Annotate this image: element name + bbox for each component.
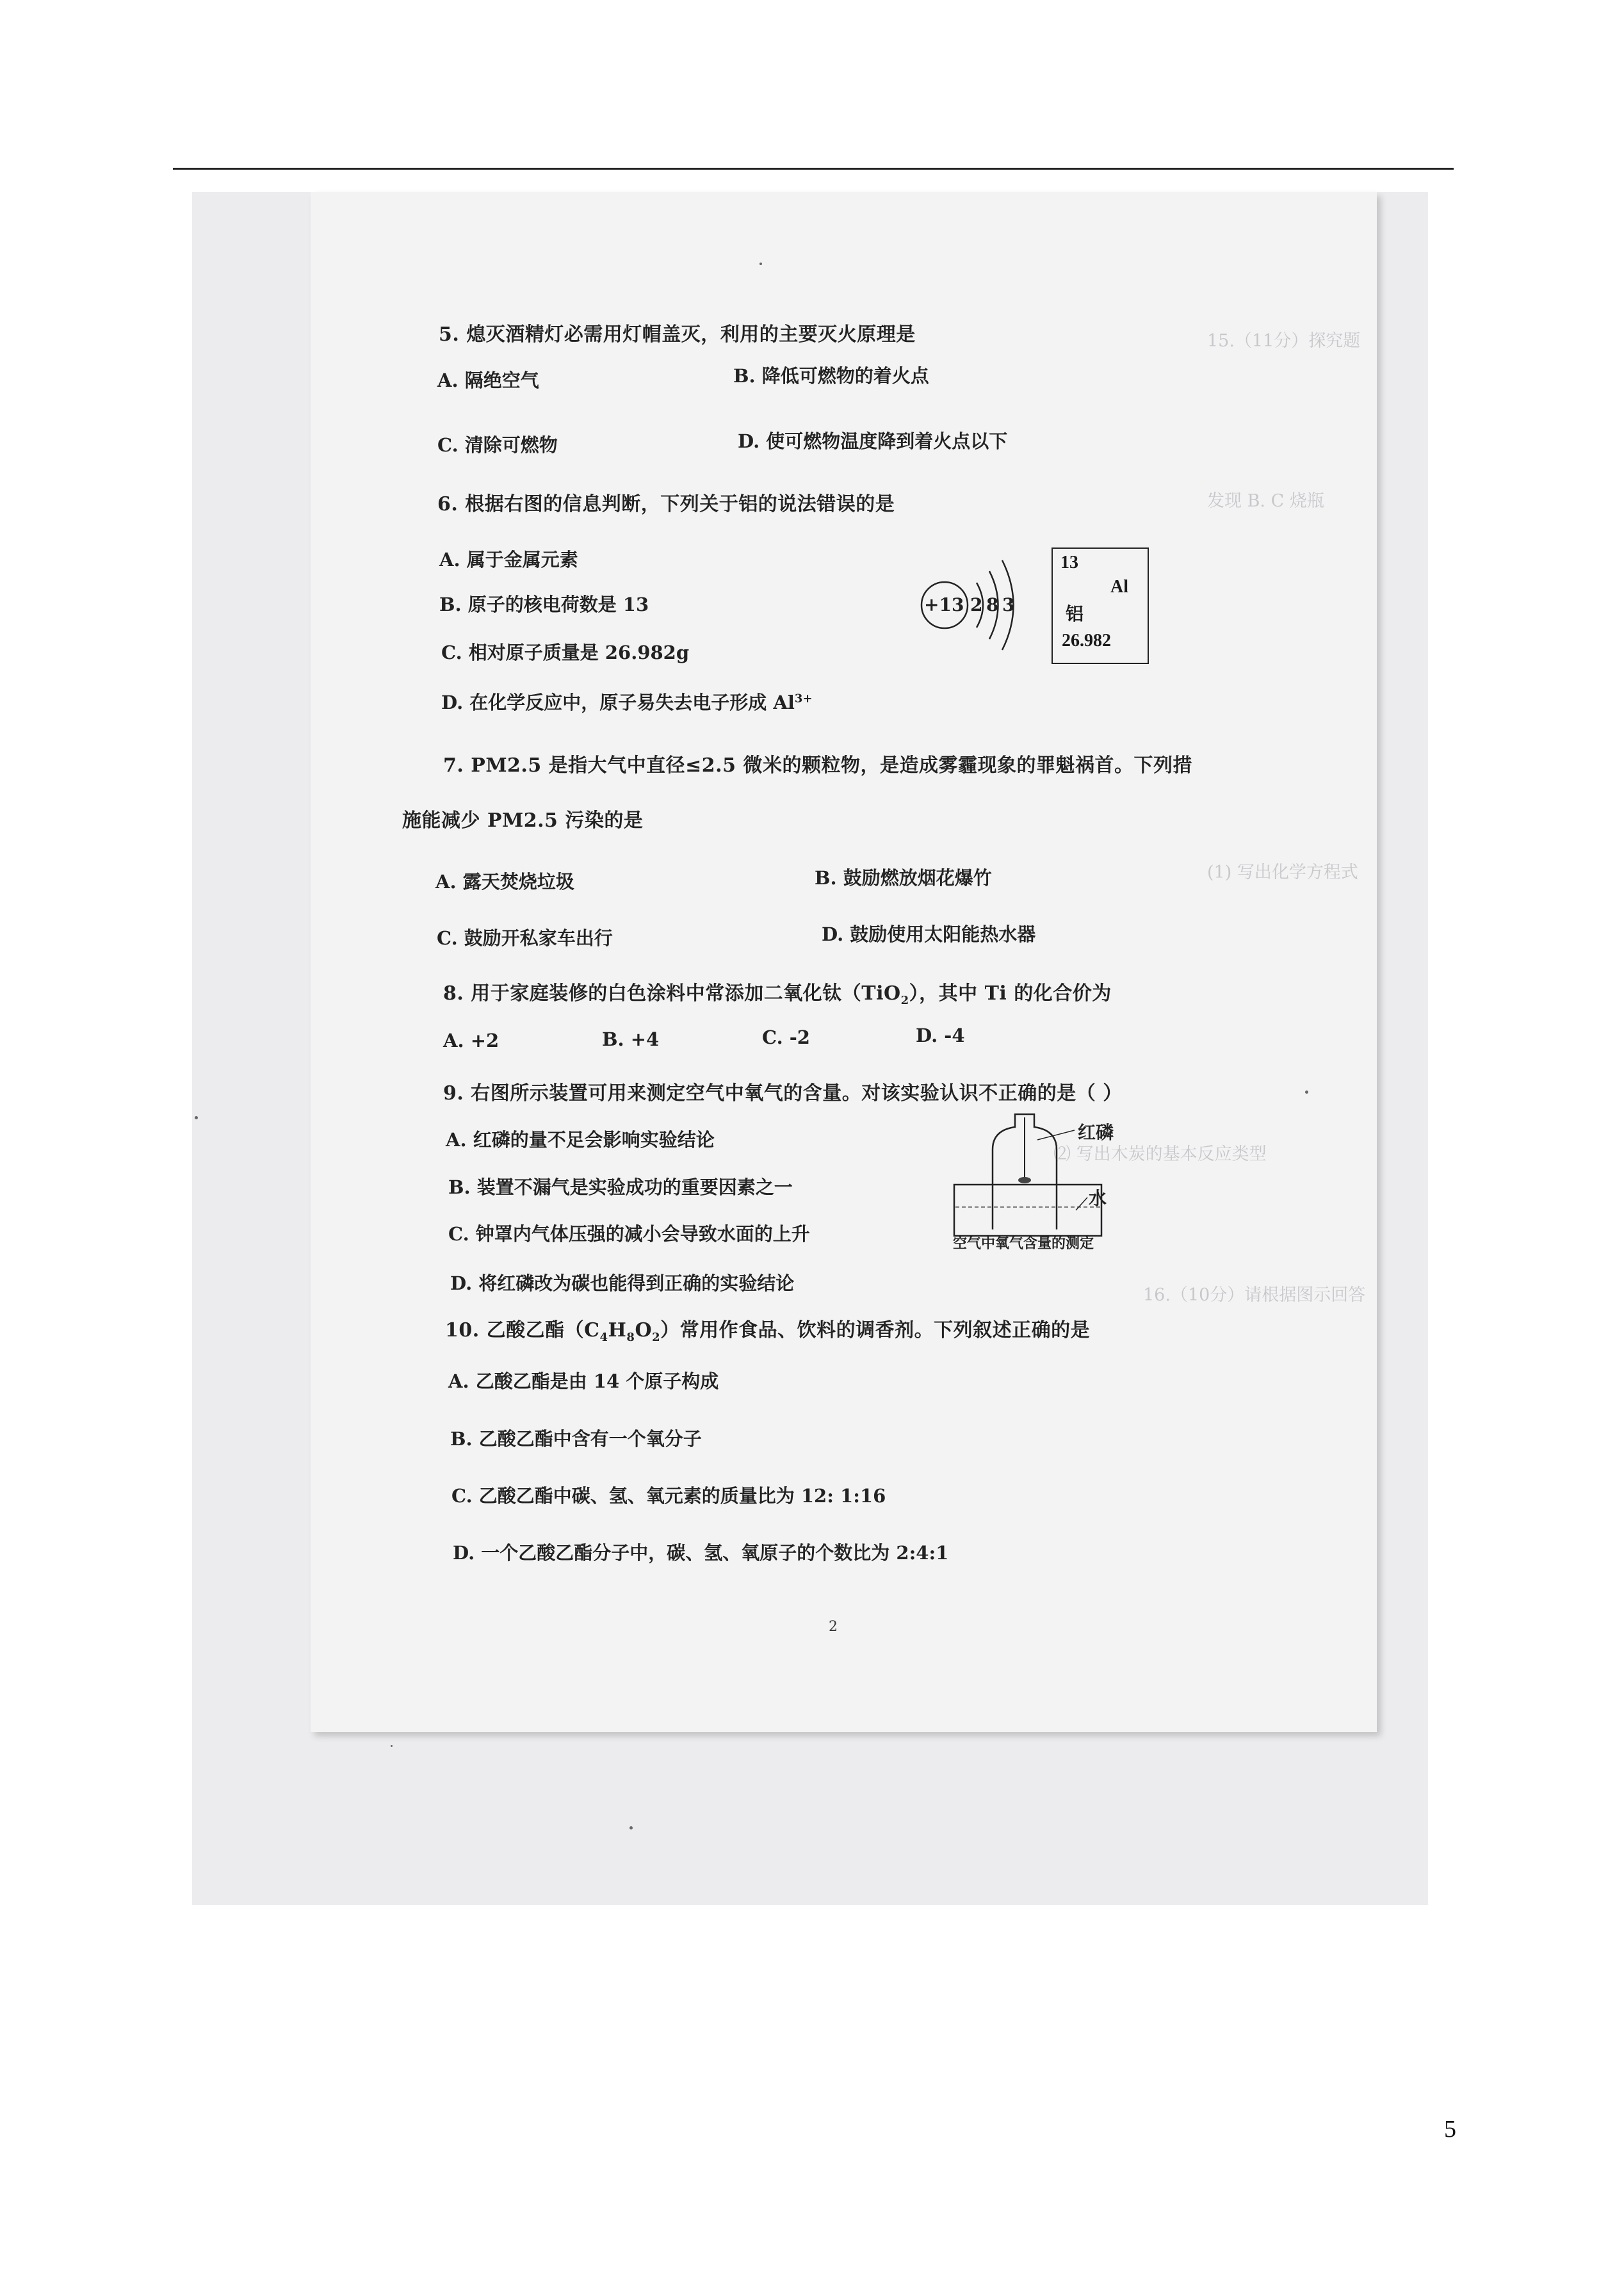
shell-3-electrons: 3 bbox=[1002, 594, 1015, 615]
q7-option-d: D. 鼓励使用太阳能热水器 bbox=[822, 923, 1036, 945]
question-5-stem: 5. 熄灭酒精灯必需用灯帽盖灭，利用的主要灭火原理是 bbox=[439, 323, 916, 346]
q8-option-d: D. -4 bbox=[916, 1025, 965, 1046]
header-rule bbox=[173, 168, 1454, 170]
page-number: 5 bbox=[1444, 2116, 1456, 2143]
q10-option-c: C. 乙酸乙酯中碳、氢、氧元素的质量比为 12: 1:16 bbox=[451, 1485, 886, 1507]
q9-option-d: D. 将红磷改为碳也能得到正确的实验结论 bbox=[450, 1272, 795, 1294]
bleed-through: 发现 B. C 烧瓶 bbox=[1207, 491, 1324, 511]
question-9-stem: 9. 右图所示装置可用来测定空气中氧气的含量。对该实验认识不正确的是（ ） bbox=[443, 1082, 1123, 1105]
question-7-stem-line2: 施能减少 PM2.5 污染的是 bbox=[402, 809, 644, 832]
q5-option-d: D. 使可燃物温度降到着火点以下 bbox=[738, 430, 1008, 452]
q9-option-b: B. 装置不漏气是实验成功的重要因素之一 bbox=[448, 1176, 793, 1198]
q8-option-c: C. -2 bbox=[762, 1026, 810, 1048]
label-red-phosphorus: 红磷 bbox=[1078, 1122, 1114, 1143]
question-6-stem: 6. 根据右图的信息判断，下列关于铝的说法错误的是 bbox=[437, 493, 895, 515]
q10-option-b: B. 乙酸乙酯中含有一个氧分子 bbox=[450, 1428, 702, 1450]
q8-option-b: B. +4 bbox=[602, 1028, 660, 1050]
label-water: 水 bbox=[1089, 1188, 1107, 1209]
nucleus-charge: +13 bbox=[924, 594, 964, 615]
bleed-through: (1) 写出化学方程式 bbox=[1207, 863, 1358, 882]
shell-2-electrons: 8 bbox=[986, 594, 999, 615]
atomic-mass: 26.982 bbox=[1062, 631, 1111, 651]
element-symbol: Al bbox=[1110, 577, 1128, 597]
periodic-table-cell bbox=[1052, 547, 1149, 664]
q6-option-c: C. 相对原子质量是 26.982g bbox=[441, 642, 690, 663]
q5-option-b: B. 降低可燃物的着火点 bbox=[733, 365, 929, 387]
atomic-number: 13 bbox=[1060, 553, 1078, 572]
q6-option-a: A. 属于金属元素 bbox=[439, 549, 578, 571]
q7-option-a: A. 露天焚烧垃圾 bbox=[435, 871, 574, 893]
element-name: 铝 bbox=[1066, 604, 1084, 624]
q9-option-c: C. 钟罩内气体压强的减小会导致水面的上升 bbox=[448, 1223, 810, 1245]
q10-option-d: D. 一个乙酸乙酯分子中，碳、氢、氧原子的个数比为 2:4:1 bbox=[453, 1542, 949, 1564]
q10-option-a: A. 乙酸乙酯是由 14 个原子构成 bbox=[448, 1370, 719, 1392]
water-trough bbox=[954, 1185, 1101, 1236]
q6-option-d: D. 在化学反应中，原子易失去电子形成 $Al^{3+}$ bbox=[441, 692, 813, 713]
bleed-through: ⑵ 写出木炭的基本反应类型 bbox=[1053, 1144, 1267, 1164]
q8-option-a: A. +2 bbox=[443, 1030, 499, 1051]
q7-option-b: B. 鼓励燃放烟花爆竹 bbox=[815, 867, 992, 889]
q7-option-c: C. 鼓励开私家车出行 bbox=[437, 927, 613, 949]
question-10-stem: 10. 乙酸乙酯$(C_4H_8O_2)$常用作食品、饮料的调香剂。下列叙述正确的是 bbox=[445, 1319, 1091, 1344]
figure-caption: 空气中氧气含量的测定 bbox=[953, 1235, 1094, 1252]
label-line-phosphorus bbox=[1037, 1130, 1075, 1140]
bleed-through: 15.（11分）探究题 bbox=[1207, 331, 1361, 351]
bleed-through: 16.（10分）请根据图示回答 bbox=[1143, 1285, 1366, 1305]
label-line-water bbox=[1076, 1197, 1087, 1210]
shell-1-electrons: 2 bbox=[970, 594, 983, 615]
inner-page-number: 2 bbox=[829, 1619, 838, 1635]
q5-option-a: A. 隔绝空气 bbox=[437, 369, 539, 391]
question-8-stem: 8. 用于家庭装修的白色涂料中常添加二氧化钛（TiO$_2$），其中 Ti 的化合价为 bbox=[443, 982, 1112, 1007]
question-7-stem-line1: 7. PM2.5 是指大气中直径≤2.5 微米的颗粒物，是造成雾霾现象的罪魁祸首。下列措 bbox=[443, 754, 1192, 777]
q6-option-b: B. 原子的核电荷数是 13 bbox=[439, 594, 649, 615]
q9-option-a: A. 红磷的量不足会影响实验结论 bbox=[446, 1129, 715, 1151]
phosphorus-spoon bbox=[1018, 1177, 1031, 1183]
q5-option-c: C. 清除可燃物 bbox=[437, 434, 558, 456]
